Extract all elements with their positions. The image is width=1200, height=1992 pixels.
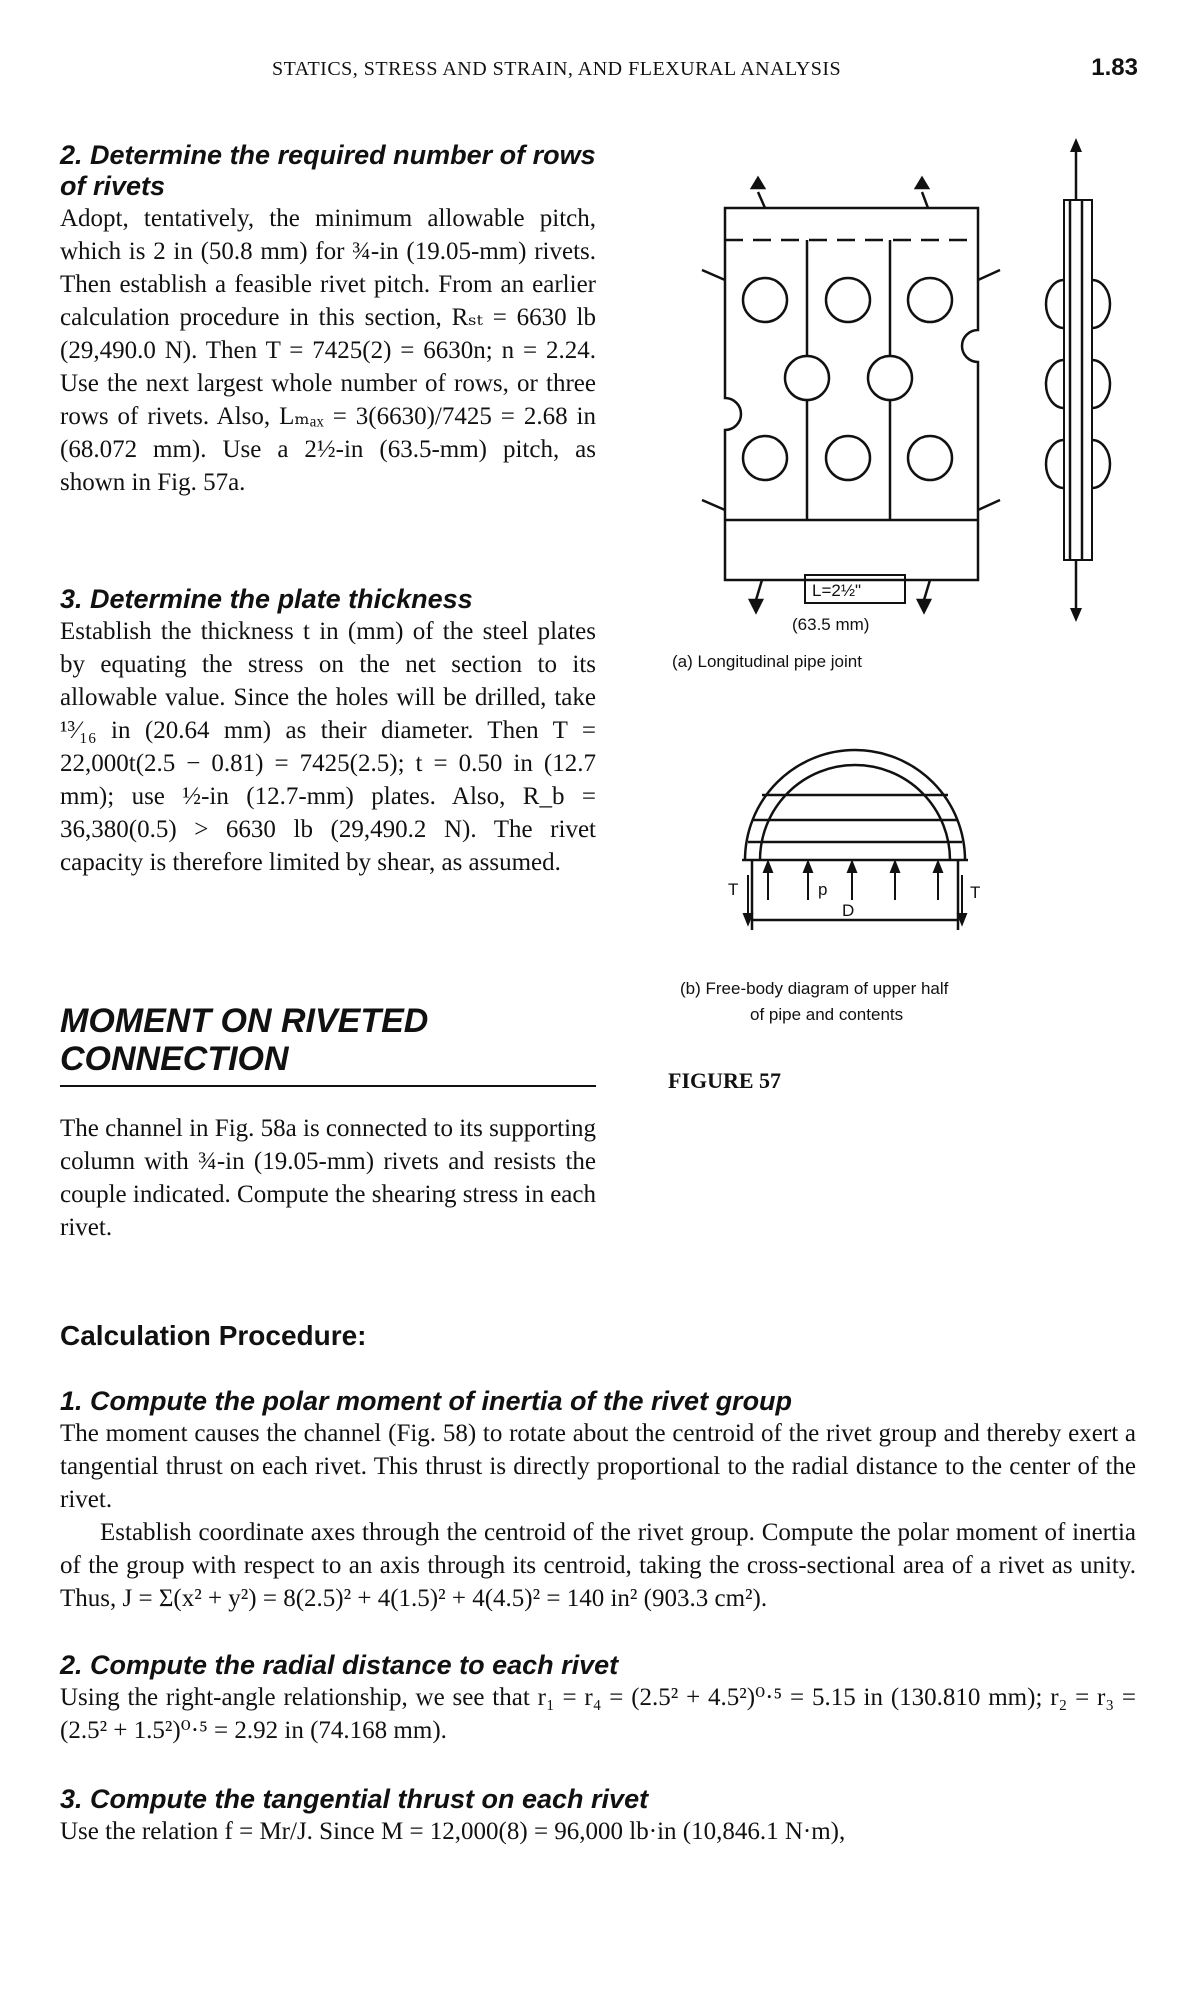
section-heading: [60, 1002, 596, 1078]
figure-57: [640, 130, 1160, 1090]
proc-step1-p2: Establish coordinate axes through the centroid of the rivet group. Compute the polar moment of inertia of the group with respect to an axis through its centroid, taking the cross-sectional area of a rivet as unity. Thus, J = Σ(x² + y²) = 8(2.5)² + 4(1.5)² + 4(4.5)² = 140 in² (903.3 cm²).: [60, 1519, 1136, 1612]
rivet-hole: [868, 356, 912, 400]
section-title-line2: CONNECTION: [60, 1040, 289, 1078]
proc-step2-block: [60, 1650, 1136, 1747]
section-intro-block: [60, 1112, 596, 1244]
plate-outline: [725, 208, 978, 580]
page-number: 1.83: [1091, 54, 1138, 81]
proc-step1-heading: 1. Compute the polar moment of inertia of the rivet group: [60, 1386, 793, 1416]
figure-title: FIGURE 57: [668, 1068, 782, 1090]
proc-step1-p1: The moment causes the channel (Fig. 58) to rotate about the centroid of the rivet group and thereby exert a tangential thrust on each rivet. This thrust is directly proportional to the radial distance to the center of the rivet.: [60, 1420, 1136, 1513]
label-p: p: [818, 880, 828, 899]
caption-a: (a) Longitudinal pipe joint: [672, 652, 862, 671]
rivet-holes: [743, 278, 952, 480]
rivet-hole: [908, 436, 952, 480]
free-body-diagram: [742, 750, 968, 930]
caption-b-line1: (b) Free-body diagram of upper half: [680, 979, 949, 998]
procedure-heading: Calculation Procedure:: [60, 1320, 367, 1351]
step3-thickness-block: [60, 584, 596, 879]
running-head: STATICS, STRESS AND STRAIN, AND FLEXURAL ANALYSIS: [272, 58, 842, 80]
proc-step3-heading: 3. Compute the tangential thrust on each rivet: [60, 1784, 649, 1814]
label-D: D: [842, 901, 855, 920]
step3-thickness-heading: 3. Determine the plate thickness: [60, 584, 473, 614]
side-arrow-up: [1070, 138, 1082, 152]
pitch-label: L=2½": [812, 581, 862, 600]
rivet-hole: [743, 278, 787, 322]
side-view: [1046, 150, 1110, 610]
pitch-metric: (63.5 mm): [792, 615, 870, 634]
proc-step3-body: Use the relation f = Mr/J. Since M = 12,000(8) = 96,000 lb·in (10,846.1 N·m),: [60, 1818, 846, 1845]
rivet-hole: [826, 278, 870, 322]
section-intro: The channel in Fig. 58a is connected to its supporting column with ¾-in (19.05-mm) rivets and resists the couple indicated. Compute the shearing stress in each rivet.: [60, 1115, 597, 1241]
calculation-procedure: [60, 1320, 1136, 1352]
caption-b-line2: of pipe and contents: [750, 1005, 904, 1024]
section-rule: [60, 1085, 596, 1087]
label-T-left: T: [728, 880, 739, 899]
proc-step3-block: [60, 1784, 1136, 1848]
step3-thickness-body: Establish the thickness t in (mm) of the steel plates by equating the stress on the net section to its allowable value. Since the holes will be drilled, take ¹³⁄₁₆ in (20.64 mm) as their diameter. Then T = 22,000t(2.5 − 0.81) = 7425(2.5); t = 0.50 in (12.7 mm); use ½-in (12.7-mm) plates. Also, R_b = 36,380(0.5) > 6630 lb (29,490.2 N). The rivet capacity is therefore limited by shear, as assumed.: [60, 618, 596, 876]
rivet-hole: [908, 278, 952, 322]
step2-rows-block: [60, 140, 596, 499]
label-T-right: T: [970, 883, 981, 902]
step2-rows-body: Adopt, tentatively, the minimum allowable pitch, which is 2 in (50.8 mm) for ¾-in (19.05-mm) rivets. Then establish a feasible rivet pitch. From an earlier calculation procedure in this section, Rₛₜ = 6630 lb (29,490.0 N). Then T = 7425(2) = 6630n; n = 2.24. Use the next largest whole number of rows, or three rows of rivets. Also, Lₘₐₓ = 3(6630)/7425 = 2.68 in (68.072 mm). Use a 2½-in (63.5-mm) pitch, as shown in Fig. 57a.: [60, 205, 596, 496]
proc-step2-body: Using the right-angle relationship, we see that r₁ = r₄ = (2.5² + 4.5²)⁰·⁵ = 5.15 in (130.810 mm); r₂ = r₃ = (2.5² + 1.5²)⁰·⁵ = 2.92 in (74.168 mm).: [60, 1684, 1136, 1744]
pressure-arrows: [744, 862, 966, 924]
side-arrow-down: [1070, 608, 1082, 622]
step2-rows-heading: 2. Determine the required number of rows of rivets: [60, 140, 596, 201]
rivet-hole: [826, 436, 870, 480]
tension-arrows: [702, 178, 1000, 612]
rivet-hole: [785, 356, 829, 400]
rivet-hole: [743, 436, 787, 480]
section-title-line1: MOMENT ON RIVETED: [60, 1002, 429, 1040]
proc-step2-heading: 2. Compute the radial distance to each rivet: [60, 1650, 619, 1680]
proc-step1-block: [60, 1386, 1136, 1615]
